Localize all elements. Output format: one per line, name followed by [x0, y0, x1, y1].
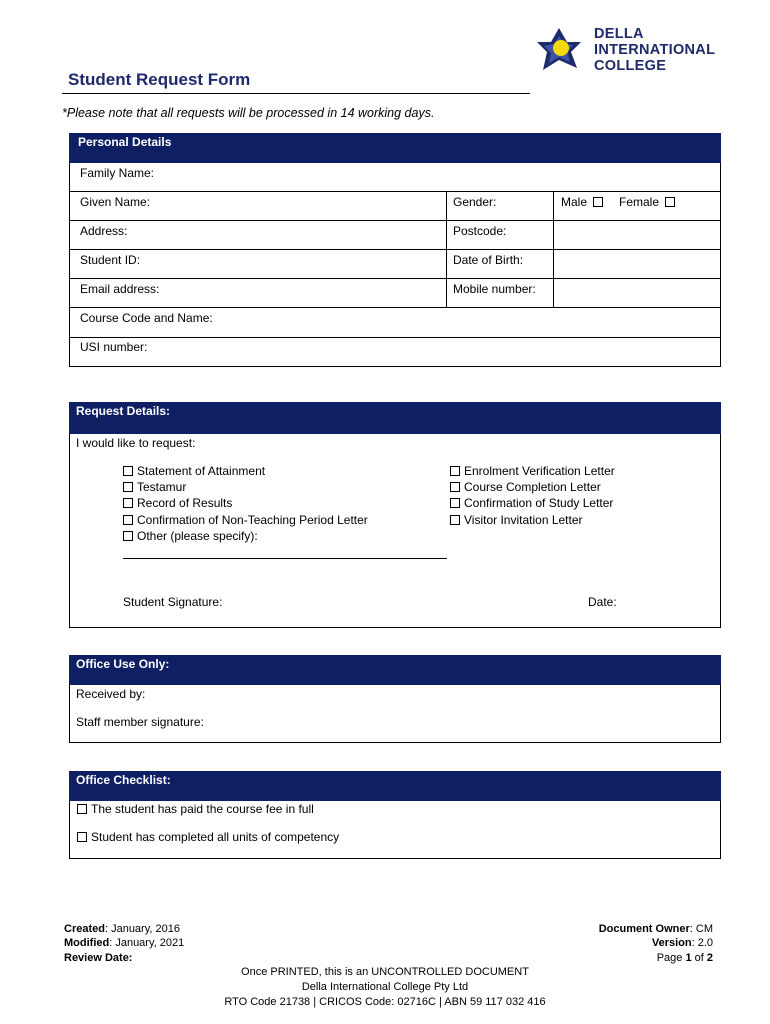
section-title: Office Use Only:	[76, 657, 170, 671]
title-underline	[62, 93, 530, 94]
postcode-field[interactable]: Postcode:	[453, 224, 507, 238]
checkbox-icon[interactable]	[123, 482, 133, 492]
logo-line-3: COLLEGE	[594, 58, 667, 74]
logo-line-2: INTERNATIONAL	[594, 42, 716, 58]
owner-label: Document Owner	[598, 923, 690, 935]
male-checkbox-icon[interactable]	[593, 197, 603, 207]
family-name-field[interactable]: Family Name:	[80, 166, 155, 180]
checklist-label: The student has paid the course fee in full	[91, 802, 314, 816]
page-prefix: Page	[656, 952, 686, 964]
option-enrolment-verification[interactable]	[450, 464, 615, 478]
option-label: Other (please specify):	[137, 529, 258, 543]
footer-owner	[599, 923, 713, 935]
version-value: : 2.0	[691, 937, 713, 949]
modified-value: : January, 2021	[109, 937, 185, 949]
owner-value: : CM	[689, 923, 713, 935]
option-label: Statement of Attainment	[137, 464, 266, 478]
col-divider	[553, 191, 554, 307]
created-label: Created	[64, 923, 105, 935]
footer-page	[657, 952, 713, 964]
request-details-header	[69, 402, 721, 434]
page-number: 1	[685, 952, 692, 964]
footer-review	[64, 952, 132, 964]
logo-star-icon	[537, 28, 581, 70]
given-name-field[interactable]: Given Name:	[80, 195, 151, 209]
male-label: Male	[561, 195, 588, 209]
checkbox-icon[interactable]	[77, 832, 87, 842]
row-divider	[69, 278, 721, 279]
uncontrolled-notice: Once PRINTED, this is an UNCONTROLLED DOCUMENT	[241, 966, 529, 978]
registration-codes: RTO Code 21738 | CRICOS Code: 02716C | ABN 59 117 032 416	[224, 996, 546, 1008]
address-field[interactable]: Address:	[80, 224, 128, 238]
footer-created	[64, 923, 180, 935]
gender-male-option[interactable]	[561, 195, 607, 209]
processing-note: *Please note that all requests will be processed in 14 working days.	[62, 106, 435, 120]
option-label: Enrolment Verification Letter	[464, 464, 615, 478]
checkbox-icon[interactable]	[123, 515, 133, 525]
option-confirmation-of-study[interactable]	[450, 496, 613, 510]
footer-modified	[64, 937, 184, 949]
checkbox-icon[interactable]	[450, 498, 460, 508]
request-intro: I would like to request:	[76, 436, 196, 450]
col-divider	[446, 191, 447, 307]
created-value: : January, 2016	[104, 923, 180, 935]
option-testamur[interactable]	[123, 480, 186, 494]
student-id-field[interactable]: Student ID:	[80, 253, 141, 267]
modified-label: Modified	[64, 937, 110, 949]
row-divider	[69, 249, 721, 250]
checklist-units-completed[interactable]	[77, 830, 339, 844]
student-signature-field[interactable]: Student Signature:	[123, 595, 223, 609]
dob-field[interactable]: Date of Birth:	[453, 253, 524, 267]
option-label: Course Completion Letter	[464, 480, 601, 494]
row-divider	[69, 220, 721, 221]
section-title: Personal Details	[78, 135, 172, 149]
checkbox-icon[interactable]	[123, 466, 133, 476]
option-label: Confirmation of Non-Teaching Period Letter	[137, 513, 368, 527]
checkbox-icon[interactable]	[450, 515, 460, 525]
version-label: Version	[651, 937, 692, 949]
option-visitor-invitation[interactable]	[450, 513, 583, 527]
checkbox-icon[interactable]	[450, 466, 460, 476]
option-other[interactable]	[123, 529, 258, 543]
logo-wordmark	[594, 26, 715, 74]
office-checklist-header	[69, 771, 721, 801]
gender-female-option[interactable]	[619, 195, 679, 209]
checkbox-icon[interactable]	[450, 482, 460, 492]
page-of: of	[691, 952, 707, 964]
staff-signature-field[interactable]: Staff member signature:	[76, 715, 204, 729]
option-label: Testamur	[137, 480, 187, 494]
option-label: Confirmation of Study Letter	[464, 496, 614, 510]
checklist-fee-paid[interactable]	[77, 802, 314, 816]
page-total: 2	[706, 952, 713, 964]
checkbox-icon[interactable]	[123, 498, 133, 508]
row-divider	[69, 337, 721, 338]
section-title: Request Details:	[76, 404, 171, 418]
email-field[interactable]: Email address:	[80, 282, 160, 296]
course-field[interactable]: Course Code and Name:	[80, 311, 213, 325]
female-checkbox-icon[interactable]	[665, 197, 675, 207]
option-statement-of-attainment[interactable]	[123, 464, 265, 478]
review-label: Review Date:	[64, 952, 133, 964]
footer-version	[652, 937, 713, 949]
checklist-label: Student has completed all units of competency	[91, 830, 340, 844]
option-non-teaching-letter[interactable]	[123, 513, 368, 527]
option-label: Record of Results	[137, 496, 233, 510]
section-title: Office Checklist:	[76, 773, 171, 787]
checkbox-icon[interactable]	[123, 531, 133, 541]
gender-label: Gender:	[453, 195, 497, 209]
option-label: Visitor Invitation Letter	[464, 513, 583, 527]
female-label: Female	[619, 195, 660, 209]
company-name: Della International College Pty Ltd	[301, 981, 469, 993]
page-title: Student Request Form	[68, 70, 251, 89]
received-by-field[interactable]: Received by:	[76, 687, 146, 701]
usi-field[interactable]: USI number:	[80, 340, 148, 354]
date-field[interactable]: Date:	[588, 595, 617, 609]
logo-line-1: DELLA	[594, 26, 644, 42]
mobile-field[interactable]: Mobile number:	[453, 282, 536, 296]
row-divider	[69, 307, 721, 308]
personal-details-section	[69, 133, 721, 367]
other-specify-line[interactable]	[123, 558, 447, 559]
option-course-completion[interactable]	[450, 480, 601, 494]
checkbox-icon[interactable]	[77, 804, 87, 814]
personal-details-header	[69, 133, 721, 163]
row-divider	[69, 191, 721, 192]
office-use-header	[69, 655, 721, 685]
option-record-of-results[interactable]	[123, 496, 232, 510]
